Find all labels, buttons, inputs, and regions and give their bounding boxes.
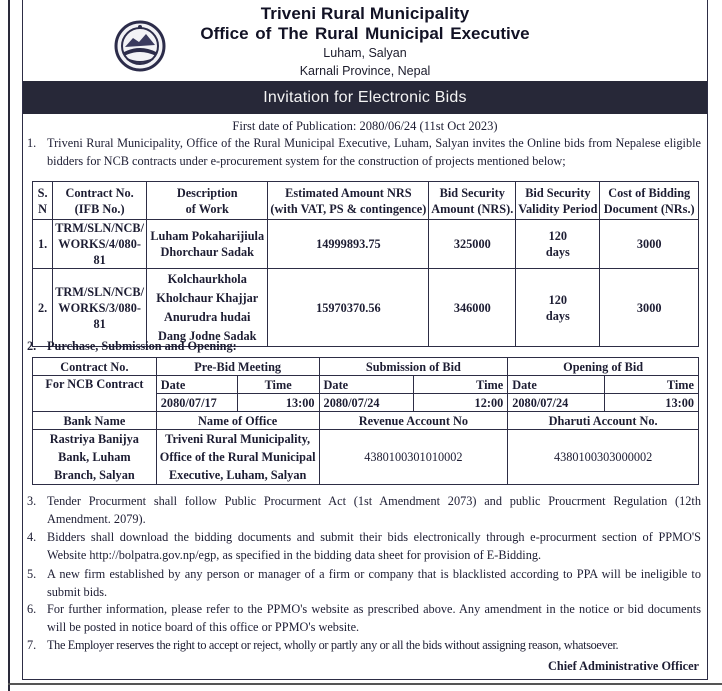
cell-sn: 1.	[33, 220, 53, 269]
submission-label: Submission of Bid	[319, 358, 508, 376]
clause-2-heading	[27, 338, 701, 356]
bank-name: Rastriya Banijya Bank, Luham Branch, Salyan	[33, 430, 157, 485]
submission-date-label: Date	[319, 376, 414, 394]
opening-time: 13:00	[605, 394, 699, 412]
office-name-label: Name of Office	[156, 412, 319, 430]
masthead	[23, 0, 707, 81]
clause-number: 5.	[27, 567, 37, 581]
schedule-table	[32, 357, 699, 485]
clause-4	[27, 529, 701, 564]
cell-document-cost: 3000	[600, 220, 699, 269]
col-header-sn: S. N	[33, 182, 53, 220]
notice-title-banner: Invitation for Electronic Bids	[23, 81, 707, 114]
clause-text: The Employer reserves the right to accept or reject, wholly or partly any or all the bids without assigning reason, whatsoever.	[47, 638, 619, 652]
clause-text: Triveni Rural Municipality, Office of the Rural Municipal Executive, Luham, Salyan invites the Online bids from Nepalese eligible bidders for NCB contracts under e-procurement system for the construction of projects mentioned below;	[47, 136, 701, 168]
table-row	[33, 269, 699, 347]
revenue-account-label: Revenue Account No	[319, 412, 508, 430]
contract-type: For NCB Contract	[33, 376, 157, 412]
dharuti-account-label: Dharuti Account No.	[508, 412, 699, 430]
schedule-subheader-row	[33, 376, 699, 394]
clause-text: Bidders shall download the bidding documents and submit their bids electronically through e-procurment section of PPMO'S Website http://bolpatra.gov.np/egp, as specified in the bidding data sheet for provision of E-Bidding.	[47, 530, 701, 562]
contract-no-label: Contract No.	[33, 358, 157, 376]
bank-name-label: Bank Name	[33, 412, 157, 430]
revenue-account-no: 4380100301010002	[319, 430, 508, 485]
col-header-description: Description of Work	[147, 182, 268, 220]
opening-date-label: Date	[508, 376, 605, 394]
clause-7	[27, 637, 701, 655]
cell-estimated-amount: 15970370.56	[268, 269, 429, 347]
clause-6	[27, 601, 701, 636]
col-header-bid-security-amount: Bid Security Amount (NRS).	[429, 182, 516, 220]
account-values-row	[33, 430, 699, 485]
clause-title: Purchase, Submission and Opening:	[47, 339, 237, 353]
clause-1	[27, 135, 701, 170]
contracts-table	[32, 181, 699, 347]
clause-number: 7.	[27, 638, 37, 652]
col-header-estimated-amount: Estimated Amount NRS (with VAT, PS & contingence)	[268, 182, 429, 220]
col-header-validity-period: Bid Security Validity Period	[516, 182, 600, 220]
cell-contract-no: TRM/SLN/NCB/ WORKS/3/080-81	[53, 269, 147, 347]
signatory-title: Chief Administrative Officer	[548, 659, 699, 673]
table-row	[33, 220, 699, 269]
submission-time: 12:00	[414, 394, 508, 412]
cell-description: Kolchaurkhola Kholchaur Khajjar Anurudra hudai Dang Jodne Sadak	[147, 269, 268, 347]
cell-bid-security-amount: 325000	[429, 220, 516, 269]
pre-bid-time: 13:00	[237, 394, 319, 412]
clause-number: 1.	[27, 136, 37, 150]
pre-bid-date: 2080/07/17	[156, 394, 237, 412]
clause-3	[27, 493, 701, 528]
cell-validity-period: 120 days	[516, 269, 600, 347]
clause-number: 4.	[27, 530, 37, 544]
address-line-2: Karnali Province, Nepal	[299, 64, 431, 78]
page-bottom-rule	[8, 683, 722, 685]
pre-bid-meeting-label: Pre-Bid Meeting	[156, 358, 319, 376]
dharuti-account-no: 4380100303000002	[508, 430, 699, 485]
col-header-contract-no: Contract No. (IFB No.)	[53, 182, 147, 220]
submission-date: 2080/07/24	[319, 394, 414, 412]
cell-document-cost: 3000	[600, 269, 699, 347]
schedule-header-row	[33, 358, 699, 376]
cell-description: Luham Pokaharijiula Dhorchaur Sadak	[147, 220, 268, 269]
cell-validity-period: 120 days	[516, 220, 600, 269]
bid-notice	[22, 0, 708, 680]
clause-number: 6.	[27, 602, 37, 616]
cell-sn: 2.	[33, 269, 53, 347]
pre-bid-time-label: Time	[237, 376, 319, 394]
submission-time-label: Time	[414, 376, 508, 394]
clause-text: For further information, please refer to the PPMO's website as prescribed above. Any amendment in the notice or bid documents will be posted in notice board of this office or PPMO's website.	[47, 602, 701, 634]
clause-text: A new firm established by any person or manager of a firm or company that is blacklisted according to PPA will be ineligible to submit bids.	[47, 567, 701, 599]
opening-label: Opening of Bid	[508, 358, 699, 376]
publication-date: First date of Publication: 2080/06/24 (11st Oct 2023)	[232, 119, 498, 133]
clause-number: 2.	[27, 339, 37, 353]
table-header-row	[33, 182, 699, 220]
cell-bid-security-amount: 346000	[429, 269, 516, 347]
cell-estimated-amount: 14999893.75	[268, 220, 429, 269]
address-line-1: Luham, Salyan	[323, 46, 407, 60]
clause-text: Tender Procurment shall follow Public Procurment Act (1st Amendment 2073) and public Proucrment Regulation (12th Amendment. 2079).	[47, 494, 701, 526]
page-edge-rule	[8, 0, 10, 691]
col-header-document-cost: Cost of Bidding Document (NRs.)	[600, 182, 699, 220]
cell-contract-no: TRM/SLN/NCB/ WORKS/4/080-81	[53, 220, 147, 269]
office-name: Office of The Rural Municipal Executive	[200, 24, 530, 43]
clause-5	[27, 566, 701, 601]
pre-bid-date-label: Date	[156, 376, 237, 394]
opening-date: 2080/07/24	[508, 394, 605, 412]
clause-number: 3.	[27, 494, 37, 508]
opening-time-label: Time	[605, 376, 699, 394]
office-name-value: Triveni Rural Municipality, Office of the Rural Municipal Executive, Luham, Salyan	[156, 430, 319, 485]
municipality-name: Triveni Rural Municipality	[260, 4, 470, 23]
account-header-row	[33, 412, 699, 430]
